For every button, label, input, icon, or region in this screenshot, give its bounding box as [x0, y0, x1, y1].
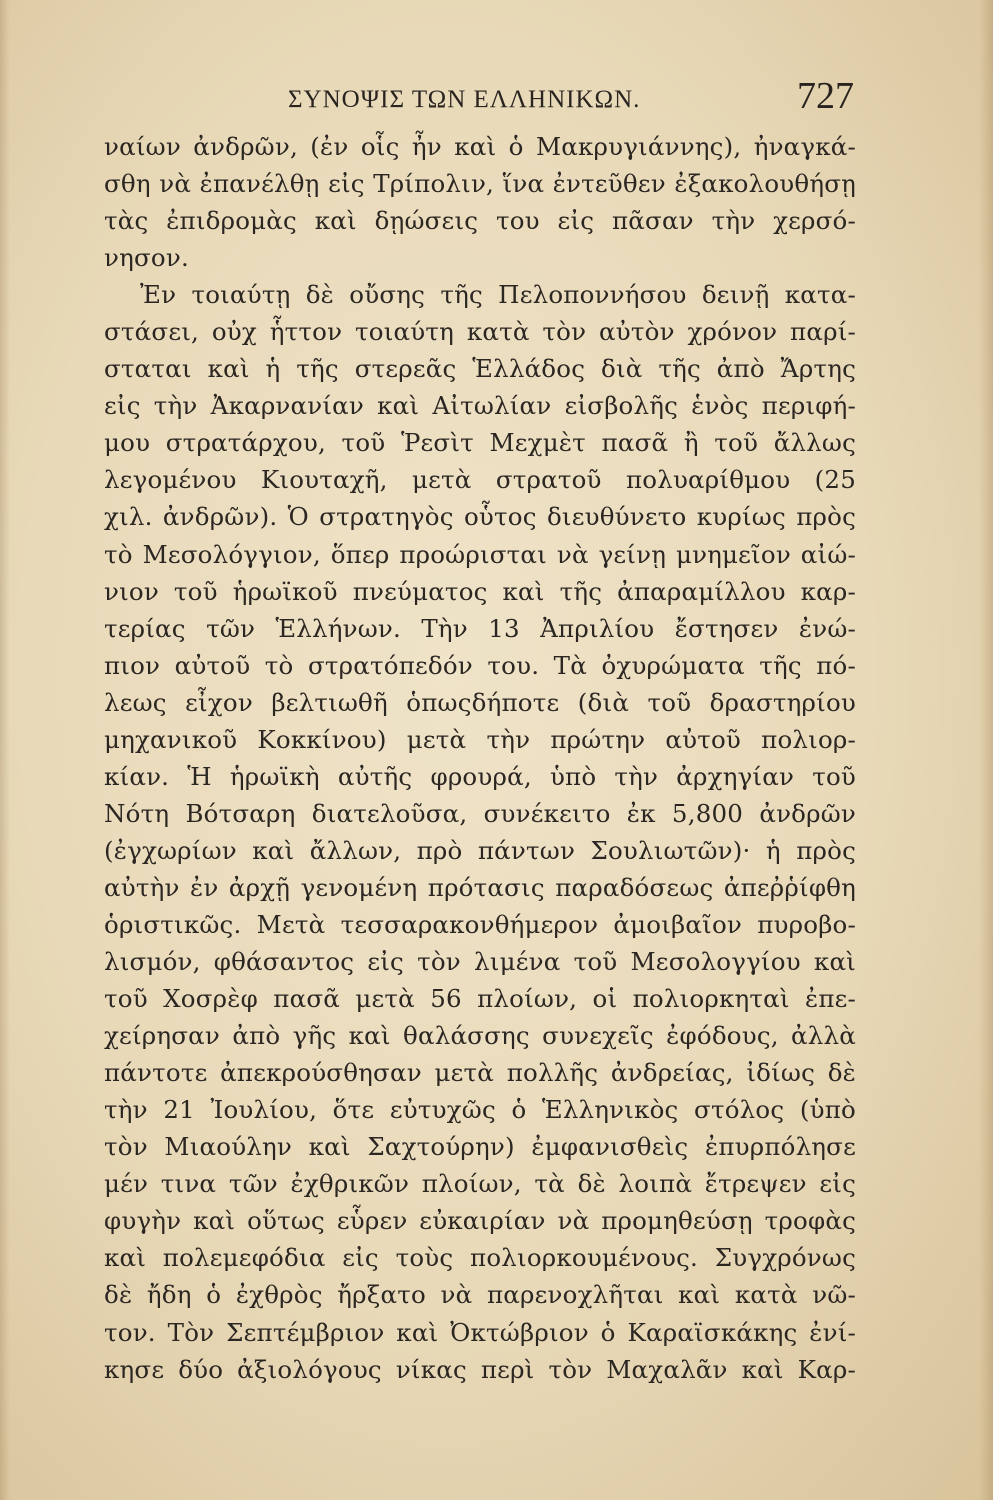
page-edge-shadow-left: [0, 0, 10, 1500]
text-line: στάσει, οὐχ ἧττον τοιαύτη κατὰ τὸν αὐτὸν χρόνον παρί-: [104, 317, 856, 347]
text-line: τὸ Μεσολόγγιον, ὅπερ προώρισται νὰ γείνῃ μνημεῖον αἰώ-: [104, 539, 856, 569]
text-line: φυγὴν καὶ οὕτως εὗρεν εὐκαιρίαν νὰ προμηθεύσῃ τροφὰς: [104, 1206, 856, 1236]
text-line: τὸν Μιαούλην καὶ Σαχτούρην) ἐμφανισθεὶς ἐπυρπόλησε: [104, 1132, 856, 1162]
page-number: 727: [797, 75, 854, 117]
text-line: πιον αὐτοῦ τὸ στρατόπεδόν του. Τὰ ὀχυρώματα τῆς πό-: [104, 650, 856, 680]
text-line: νιον τοῦ ἡρωϊκοῦ πνεύματος καὶ τῆς ἀπαραμίλλου καρ-: [104, 576, 856, 606]
text-line: καὶ πολεμεφόδια εἰς τοὺς πολιορκουμένους. Συγχρόνως: [104, 1243, 856, 1273]
text-line: σταται καὶ ἡ τῆς στερεᾶς Ἑλλάδος διὰ τῆς ἀπὸ Ἄρτης: [104, 354, 856, 384]
body-text: [104, 128, 856, 1388]
text-line: τοῦ Χοσρὲφ πασᾶ μετὰ 56 πλοίων, οἱ πολιορκηταὶ ἐπε-: [104, 984, 856, 1014]
text-line: κίαν. Ἡ ἡρωϊκὴ αὐτῆς φρουρά, ὑπὸ τὴν ἀρχηγίαν τοῦ: [104, 761, 856, 791]
page-edge-shadow-right: [979, 0, 993, 1500]
text-line: κησε δύο ἀξιολόγους νίκας περὶ τὸν Μαχαλᾶν καὶ Καρ-: [104, 1354, 856, 1384]
text-line: Ἐν τοιαύτῃ δὲ οὔσης τῆς Πελοποννήσου δεινῇ κατα-: [140, 280, 856, 310]
text-line: τὴν 21 Ἰουλίου, ὅτε εὐτυχῶς ὁ Ἑλληνικὸς στόλος (ὑπὸ: [104, 1095, 856, 1125]
text-line: χείρησαν ἀπὸ γῆς καὶ θαλάσσης συνεχεῖς ἐφόδους, ἀλλὰ: [104, 1021, 856, 1051]
text-line: λεως εἶχον βελτιωθῆ ὁπωςδήποτε (διὰ τοῦ δραστηρίου: [104, 687, 856, 717]
text-line: τὰς ἐπιδρομὰς καὶ δῃώσεις του εἰς πᾶσαν τὴν χερσό-: [104, 206, 856, 236]
text-line: τον. Τὸν Σεπτέμβριον καὶ Ὀκτώβριον ὁ Καραϊσκάκης ἐνί-: [104, 1317, 856, 1347]
text-line: (ἐγχωρίων καὶ ἄλλων, πρὸ πάντων Σουλιωτῶν)· ἡ πρὸς: [104, 835, 856, 865]
text-line: αὐτὴν ἐν ἀρχῇ γενομένη πρότασις παραδόσεως ἀπεῤῥίφθη: [104, 872, 856, 902]
text-line: χιλ. ἀνδρῶν). Ὁ στρατηγὸς οὗτος διευθύνετο κυρίως πρὸς: [104, 502, 856, 532]
text-line: δὲ ἤδη ὁ ἐχθρὸς ἤρξατο νὰ παρενοχλῆται καὶ κατὰ νῶ-: [104, 1280, 856, 1310]
text-line: μέν τινα τῶν ἐχθρικῶν πλοίων, τὰ δὲ λοιπὰ ἔτρεψεν εἰς: [104, 1169, 856, 1199]
text-line: ὁριστικῶς. Μετὰ τεσσαρακονθήμερον ἀμοιβαῖον πυροβο-: [104, 909, 856, 939]
text-line: πάντοτε ἀπεκρούσθησαν μετὰ πολλῆς ἀνδρείας, ἰδίως δὲ: [104, 1058, 856, 1088]
text-line: μηχανικοῦ Κοκκίνου) μετὰ τὴν πρώτην αὐτοῦ πολιορ-: [104, 724, 856, 754]
running-header: [108, 75, 856, 122]
text-line: λισμόν, φθάσαντος εἰς τὸν λιμένα τοῦ Μεσολογγίου καὶ: [104, 947, 856, 977]
text-line: μου στρατάρχου, τοῦ Ῥεσὶτ Μεχμὲτ πασᾶ ἢ τοῦ ἄλλως: [104, 428, 856, 458]
running-title: ΣΥΝΟΨΙΣ ΤΩΝ ΕΛΛΗΝΙΚΩΝ.: [288, 86, 641, 113]
text-line: ναίων ἀνδρῶν, (ἐν οἷς ἦν καὶ ὁ Μακρυγιάννης), ἠναγκά-: [104, 132, 856, 161]
text-line: τερίας τῶν Ἑλλήνων. Τὴν 13 Ἀπριλίου ἔστησεν ἐνώ-: [104, 613, 856, 643]
text-line: σθη νὰ ἐπανέλθῃ εἰς Τρίπολιν, ἵνα ἐντεῦθεν ἐξακολουθήσῃ: [104, 169, 856, 199]
text-line: λεγομένου Κιουταχῆ, μετὰ στρατοῦ πολυαρίθμου (25: [104, 465, 856, 495]
text-line: νησον.: [104, 243, 189, 273]
text-line: Νότη Βότσαρη διατελοῦσα, συνέκειτο ἐκ 5,800 ἀνδρῶν: [104, 798, 856, 828]
text-line: εἰς τὴν Ἀκαρνανίαν καὶ Αἰτωλίαν εἰσβολῆς ἑνὸς περιφή-: [104, 391, 856, 421]
